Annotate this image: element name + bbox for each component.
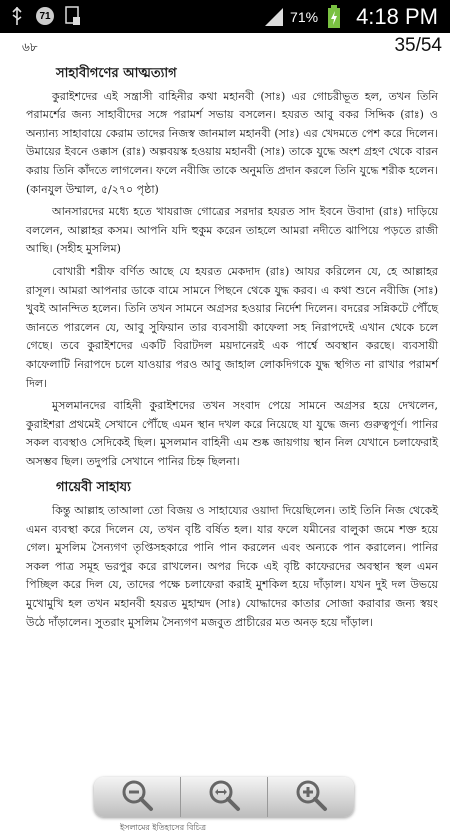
battery-charging-icon [323, 6, 345, 28]
next-page-peek-text: ইসলামের ইতিহাসের বিচিত্র [120, 823, 206, 832]
tracking-badge-icon: 71 [36, 7, 54, 25]
status-left-icons [6, 5, 84, 27]
usb-icon [6, 5, 28, 27]
zoom-in-button[interactable] [268, 777, 354, 817]
paragraph: বোখারী শরীফ বর্ণিত আছে যে হযরত মেকদাদ (রাঃ) আযর করিলেন যে, হে আল্লাহর রাসূল। আমরা আপনার ডাকে বামে সামনে পিছনে থেকে যুদ্ধ করব। এ কথা শুনে নবীজি (সাঃ) খুবই আনন্দিত হলেন। তিনি তখন সামনে অগ্রসর হওয়ার নির্দেশ দিলেন। বদরের সন্নিকটে পৌঁছে জানতে পারলেন যে, আবু সুফিয়ান তার ব্যবসায়ী কাফেলা সহ নিরাপদেই এখান থেকে চলে গেছে। তবে কুরাইশদের একটি বিরাটদল ময়দানেরই এক পার্শ্বে অবস্থান করছে। ব্যবসায়ী কাফেলাটি নিরাপদে চলে যাওয়ার পরও আবু জাহাল লোকদিগকে যুদ্ধ স্থগিত না রাখার পরামর্শ দিল। [26, 264, 438, 390]
zoom-out-button[interactable] [94, 777, 181, 817]
book-page[interactable] [0, 33, 450, 832]
zoom-fit-icon [207, 778, 241, 816]
paragraph: কিন্তু আল্লাহ তাআলা তো বিজয় ও সাহায্যের ওয়াদা দিয়েছিলেন। তাই তিনি নিজ থেকেই এমন ব্যবস্থা করে দিলেন যে, তখন বৃষ্টি বর্ষিত হল। যার ফলে যমীনের বালুকা জমে শক্ত হয়ে গেল। মুসলিম সৈন্যগণ তৃপ্তিসহকারে পানি পান করলেন এবং অন্যকে পান করালেন। পানির সকল পাত্র সমূহ ভরপুর করে রাখলেন। অপর দিকে এই বৃষ্টি কাফেরদের অবস্থান স্থল এমন পিচ্ছিল করে দিল যে, তাদের পক্ষে চলাফেরা করাই মুশকিল হয়ে দাঁড়াল। যখন দুই দল উভয়ে মুখোমুখি হল তখন মহানবী হযরত মুহাম্মদ (সাঃ) যোদ্ধাদের কাতার সোজা করাবার জন্য স্বয়ং উঠে দাঁড়ালেন। সুতরাং মুসলিম সৈন্যগণ মজবুত প্রাচীরের মত অনড় হয়ে দাঁড়াল। [26, 504, 438, 629]
paragraph: মুসলমানদের বাহিনী কুরাইশদের তখন সংবাদ পেয়ে সামনে অগ্রসর হয়ে দেখলেন, কুরাইশরা প্রথমেই সেখানে পৌঁছে এমন স্থান দখল করে নিয়েছে যা যুদ্ধে জন্য গুরুত্বপূর্ণ। পানির সকল ব্যবস্থাও সেদিকেই ছিল। মুসলমান বাহিনী এম শুষ্ক জায়গায় স্থান নিল যেখানে চলাফেরাই অসম্ভব ছিল। তদুপরি সেখানে পানির চিহ্ন ছিলনা। [26, 399, 438, 468]
status-bar [0, 0, 450, 33]
page-content [26, 63, 438, 636]
zoom-in-icon [294, 778, 328, 816]
signal-icon [263, 6, 285, 28]
paragraph: কুরাইশদের এই সন্ত্রাসী বাহিনীর কথা মহানবী (সাঃ) এর গোচরীভূত হল, তখন তিনি পরামর্শের জন্য সাহাবীদের সঙ্গে পরামর্শ সভায় বসলেন। হযরত আবু বকর সিদ্দিক (রাঃ) ও অন্যান্য সাহাবায়ে কেরাম তাদের নিজস্ব জানমাল মহানবী (সাঃ) এর খেদমতে পেশ করে দিলেন। উমায়ের ইবনে ওক্কাস (রাঃ) অল্পবয়স্ক হওয়ায় মহানবী (সাঃ) তাকে যুদ্ধে অংশ গ্রহণ থেকে বারন করায় তিনি কাঁদতে লাগলেন। ফলে নবীজি তাকে অনুমতি প্রদান করলে তিনি যুদ্ধে শরীক হলেন। (কানযুল উম্মাল, ৫/২৭০ পৃষ্ঠা) [26, 89, 438, 196]
status-right [263, 4, 438, 30]
zoom-toolbar [94, 777, 354, 817]
clock: 4:18 PM [356, 4, 438, 29]
zoom-out-icon [120, 778, 154, 816]
paragraph: আনসারদের মধ্যে হতে খাযরাজ গোত্রের সরদার হযরত সাদ ইবনে উবাদা (রাঃ) দাড়িয়ে বললেন, আল্লাহর কসম। আপনি যদি হুকুম করেন তাহলে আমরা নদীতে ঝাপিয়ে পড়তে রাজী আছি। (সহীহ মুসলিম) [26, 205, 438, 256]
notification-icon [62, 5, 84, 27]
section-heading: গায়েবী সাহায্য [56, 480, 131, 496]
section-heading: সাহাবীগণের আত্মত্যাগ [56, 66, 177, 81]
page-number: ৬৮ [22, 40, 38, 54]
battery-percent: 71% [290, 9, 319, 25]
page-indicator: 35/54 [394, 35, 442, 56]
zoom-fit-button[interactable] [181, 777, 268, 817]
